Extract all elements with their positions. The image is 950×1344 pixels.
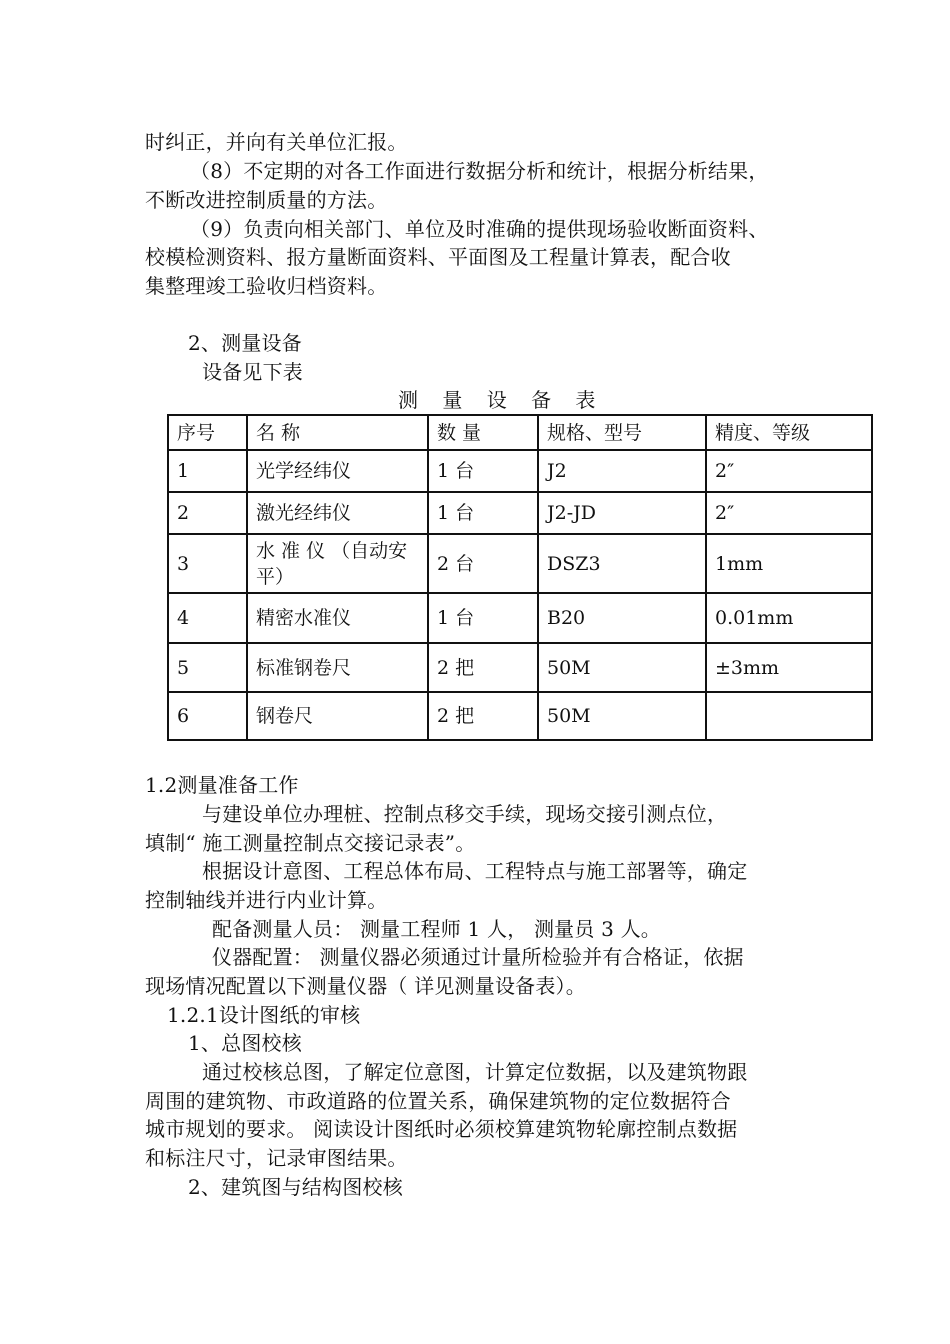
table-cell: ±3mm — [706, 643, 872, 692]
table-cell: 2″ — [706, 450, 872, 492]
paragraph-line: 控制轴线并进行内业计算。 — [145, 888, 388, 912]
table-cell: 2″ — [706, 492, 872, 534]
table-cell: 光学经纬仪 — [247, 450, 428, 492]
table-cell: 1 台 — [428, 492, 538, 534]
table-cell: B20 — [538, 593, 706, 643]
section-heading: 1.2测量准备工作 — [145, 773, 299, 797]
table-row — [168, 450, 872, 492]
table-cell: 50M — [538, 692, 706, 740]
table-cell: 激光经纬仪 — [247, 492, 428, 534]
table-cell: 1 台 — [428, 450, 538, 492]
table-cell: 6 — [168, 692, 247, 740]
header-cell: 名 称 — [247, 415, 428, 450]
paragraph-line: 集整理竣工验收归档资料。 — [145, 274, 388, 298]
header-cell: 数 量 — [428, 415, 538, 450]
table-cell: 2 台 — [428, 534, 538, 593]
paragraph-line: 填制“ 施工测量控制点交接记录表”。 — [145, 831, 476, 855]
paragraph-line: （8）不定期的对各工作面进行数据分析和统计，根据分析结果， — [190, 159, 769, 183]
paragraph-line: 与建设单位办理桩、控制点移交手续，现场交接引测点位， — [202, 802, 728, 826]
equipment-table — [167, 414, 873, 741]
table-cell: 1 — [168, 450, 247, 492]
table-cell: 水 准 仪 （自动安平） — [247, 534, 428, 593]
table-cell: 2 把 — [428, 643, 538, 692]
table-cell: 1 台 — [428, 593, 538, 643]
table-row — [168, 492, 872, 534]
table-cell: J2 — [538, 450, 706, 492]
table-cell: 2 把 — [428, 692, 538, 740]
table-cell: 5 — [168, 643, 247, 692]
table-row — [168, 593, 872, 643]
header-cell: 规格、型号 — [538, 415, 706, 450]
paragraph-line: 周围的建筑物、市政道路的位置关系，确保建筑物的定位数据符合 — [145, 1089, 731, 1113]
paragraph-line: 通过校核总图，了解定位意图，计算定位数据，以及建筑物跟 — [202, 1060, 748, 1084]
section-heading: 2、测量设备 — [188, 331, 302, 355]
table-cell: 2 — [168, 492, 247, 534]
table-row — [168, 643, 872, 692]
section-heading: 1.2.1设计图纸的审核 — [167, 1003, 361, 1027]
table-cell: 50M — [538, 643, 706, 692]
paragraph-line: 配备测量人员： 测量工程师 1 人， 测量员 3 人。 — [212, 917, 661, 941]
header-cell: 序号 — [168, 415, 247, 450]
paragraph-line: 根据设计意图、工程总体布局、工程特点与施工部署等，确定 — [202, 859, 748, 883]
table-header-row — [168, 415, 872, 450]
table-cell: 0.01mm — [706, 593, 872, 643]
header-cell: 精度、等级 — [706, 415, 872, 450]
table-cell: DSZ3 — [538, 534, 706, 593]
section-subtitle: 设备见下表 — [202, 360, 303, 384]
table-row — [168, 692, 872, 740]
item-heading: 1、总图校核 — [188, 1031, 302, 1055]
table-cell: J2-JD — [538, 492, 706, 534]
table-cell — [706, 692, 872, 740]
paragraph-line: 城市规划的要求。 阅读设计图纸时必须校算建筑物轮廓控制点数据 — [145, 1117, 738, 1141]
paragraph-line: 和标注尺寸，记录审图结果。 — [145, 1146, 408, 1170]
paragraph-line: 不断改进控制质量的方法。 — [145, 188, 388, 212]
table-cell: 精密水准仪 — [247, 593, 428, 643]
table-cell: 1mm — [706, 534, 872, 593]
table-cell: 4 — [168, 593, 247, 643]
paragraph-line: 时纠正，并向有关单位汇报。 — [145, 130, 408, 154]
table-cell: 标准钢卷尺 — [247, 643, 428, 692]
table-cell: 3 — [168, 534, 247, 593]
paragraph-line: （9）负责向相关部门、单位及时准确的提供现场验收断面资料、 — [190, 217, 769, 241]
table-row — [168, 534, 872, 593]
item-heading: 2、建筑图与结构图校核 — [188, 1175, 403, 1199]
paragraph-line: 仪器配置： 测量仪器必须通过计量所检验并有合格证，依据 — [212, 945, 744, 969]
table-caption: 测 量 设 备 表 — [398, 388, 605, 412]
paragraph-line: 校模检测资料、报方量断面资料、平面图及工程量计算表，配合收 — [145, 245, 731, 269]
table-cell: 钢卷尺 — [247, 692, 428, 740]
paragraph-line: 现场情况配置以下测量仪器（ 详见测量设备表）。 — [145, 974, 586, 998]
